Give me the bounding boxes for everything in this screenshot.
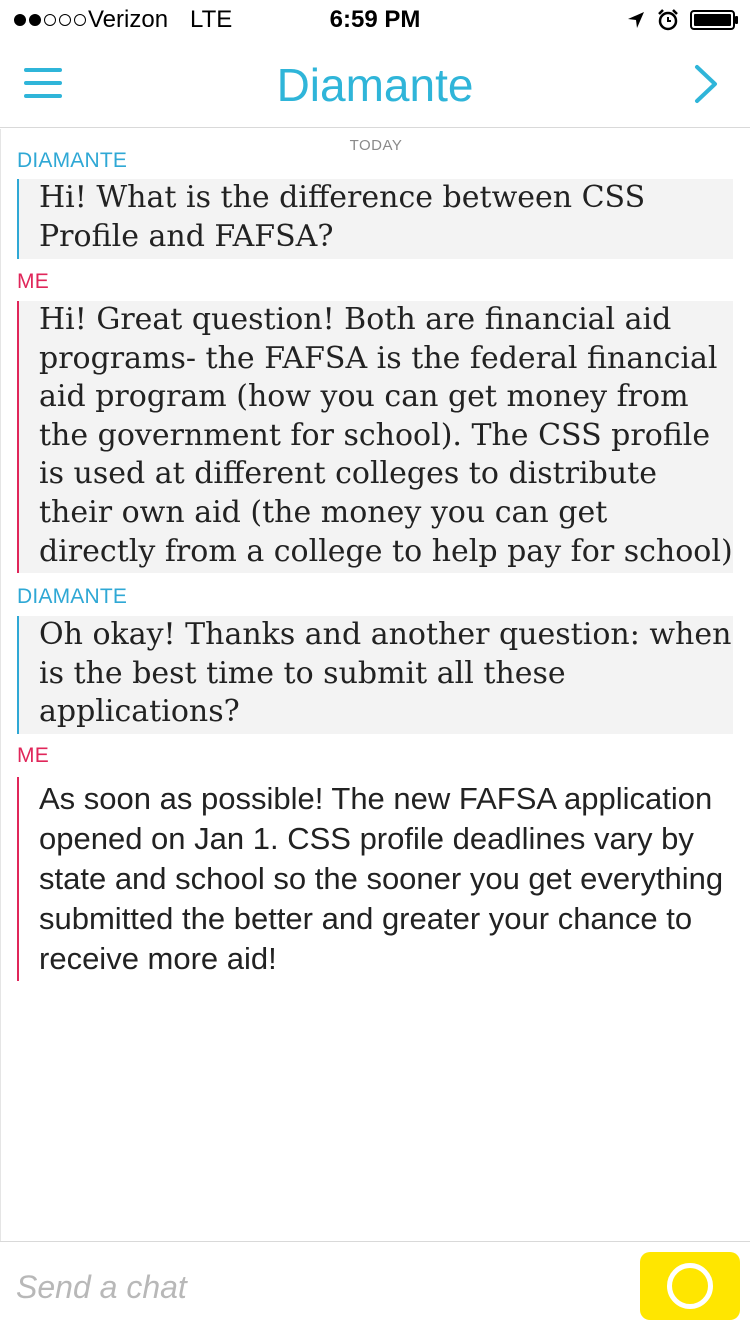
message-outgoing: Hi! Great question! Both are financial aid programs- the FAFSA is the federal financial aid program (how you can get money from the government for school). The CSS profile is used at different colleges to distribute their own aid (the money you can get directly from a college to help pay for school): [17, 301, 733, 573]
nav-bar: [0, 40, 750, 128]
carrier-name: Verizon: [88, 6, 169, 33]
alarm-clock-icon: [656, 8, 680, 32]
sender-label: ME: [17, 270, 49, 293]
chat-thread[interactable]: [0, 129, 750, 1241]
chat-title: Diamante: [276, 59, 474, 111]
message-incoming: Hi! What is the difference between CSS Profile and FAFSA?: [17, 179, 733, 259]
location-arrow-icon: [626, 10, 646, 30]
message-outgoing: As soon as possible! The new FAFSA application opened on Jan 1. CSS profile deadlines vary by state and school so the sooner you get everything submitted the better and greater your chance to receive more aid!: [17, 777, 733, 981]
chat-composer: [0, 1241, 750, 1334]
sender-label: DIAMANTE: [17, 585, 128, 608]
sender-label: DIAMANTE: [17, 149, 128, 172]
status-bar: [0, 0, 750, 40]
sender-label: ME: [17, 744, 49, 767]
date-divider: TODAY: [349, 137, 403, 154]
chevron-right-icon[interactable]: [692, 64, 720, 104]
message-incoming: Oh okay! Thanks and another question: when is the best time to submit all these applications?: [17, 616, 733, 734]
capture-circle-icon: [667, 1263, 713, 1309]
battery-icon: [690, 10, 740, 30]
status-time: 6:59 PM: [329, 6, 421, 33]
chat-input[interactable]: [16, 1264, 616, 1310]
capture-button[interactable]: [640, 1252, 740, 1320]
network-type: LTE: [190, 6, 233, 33]
